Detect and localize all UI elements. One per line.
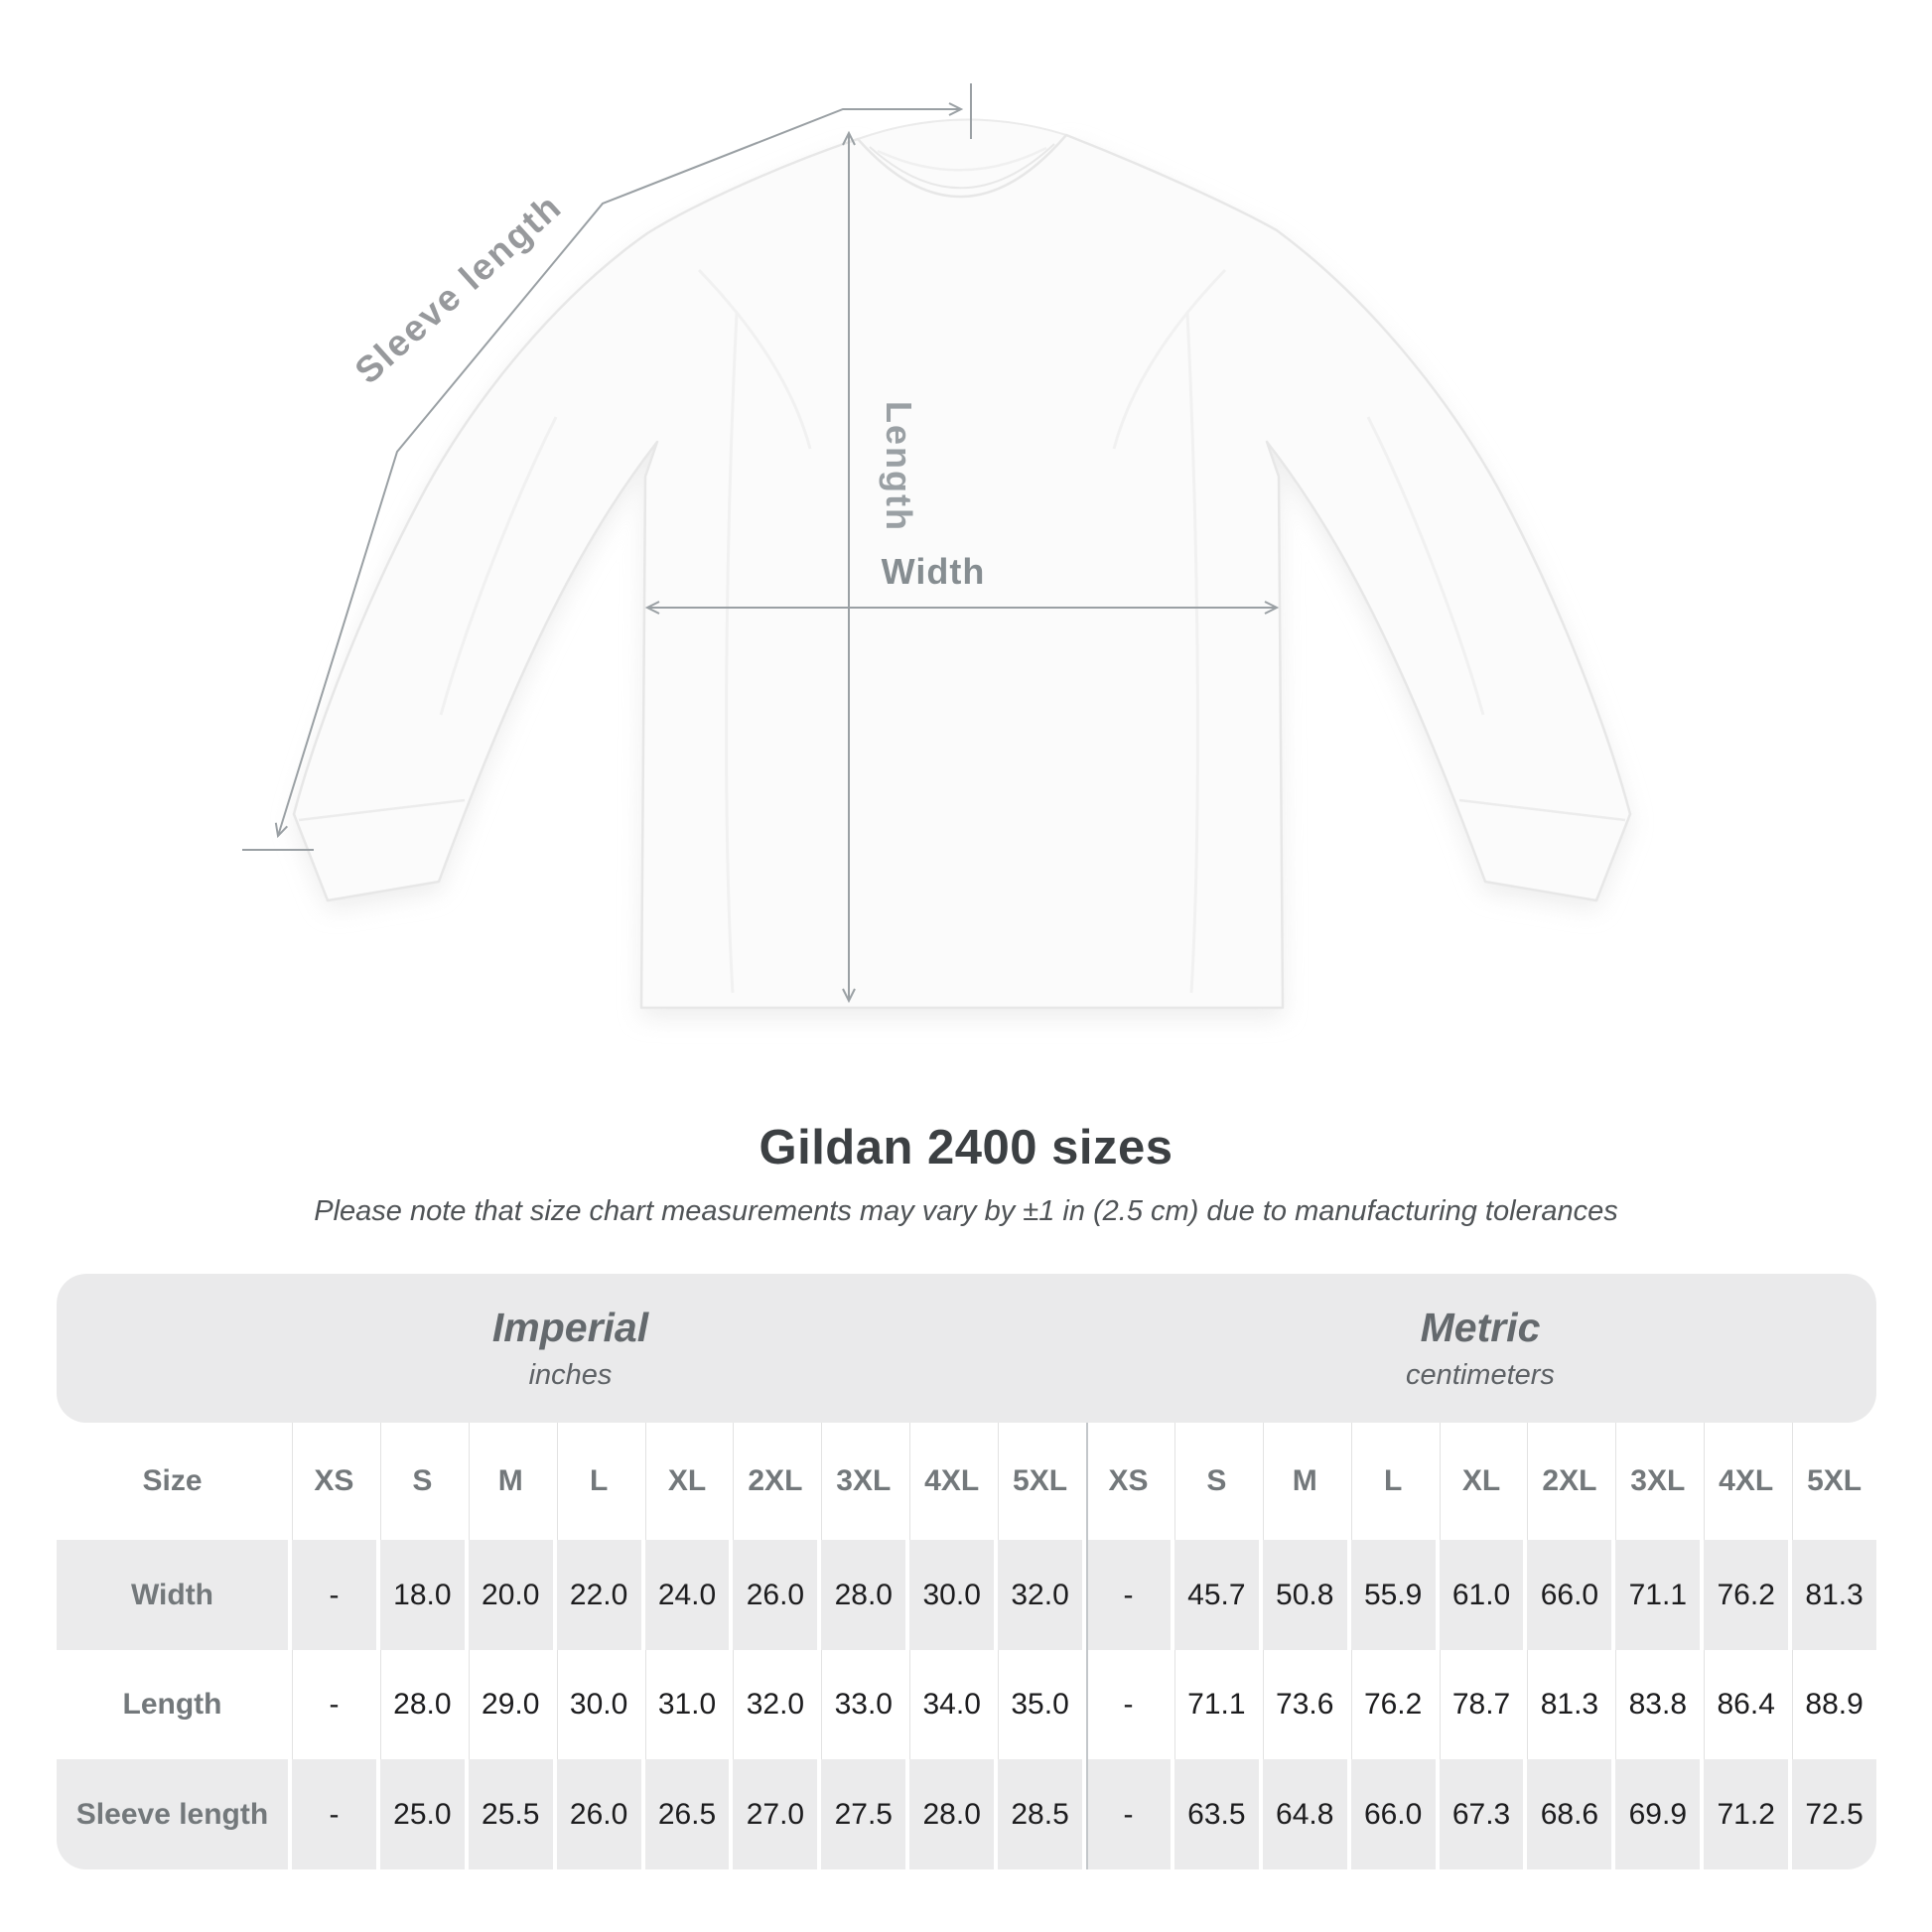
width-label: Width: [881, 551, 986, 592]
unit-group-metric: [1084, 1274, 1876, 1423]
measurement-cell: 26.0: [553, 1759, 641, 1869]
measurement-cell: 76.2: [1700, 1540, 1788, 1650]
measurement-cell: 64.8: [1259, 1759, 1347, 1869]
measurement-cell: 18.0: [376, 1540, 465, 1650]
measurement-cell: 29.0: [465, 1650, 553, 1759]
page-title: Gildan 2400 sizes: [759, 1121, 1173, 1174]
measurement-cell: -: [1082, 1650, 1171, 1759]
measurement-cell: 30.0: [905, 1540, 994, 1650]
width-row-label: Width: [130, 1578, 214, 1611]
size-col-header: 3XL: [817, 1423, 905, 1540]
unit-group-imperial: [57, 1274, 1084, 1423]
measurement-cell: -: [1082, 1540, 1171, 1650]
size-col-header: 4XL: [905, 1423, 994, 1540]
size-col-header: XL: [641, 1423, 730, 1540]
measurement-cell: 71.1: [1611, 1540, 1700, 1650]
metric-label: Metric: [1420, 1305, 1541, 1350]
measurement-cell: 24.0: [641, 1540, 730, 1650]
measurement-cell: 20.0: [465, 1540, 553, 1650]
measurement-cell: 81.3: [1788, 1540, 1876, 1650]
measurement-cell: 61.0: [1436, 1540, 1524, 1650]
size-col-header: 5XL: [1788, 1423, 1876, 1540]
measurement-cell: 88.9: [1788, 1650, 1876, 1759]
measurement-cell: 34.0: [905, 1650, 994, 1759]
measurement-cell: 81.3: [1523, 1650, 1611, 1759]
measurement-cell: -: [288, 1650, 376, 1759]
measurement-cell: 33.0: [817, 1650, 905, 1759]
imperial-label: Imperial: [491, 1305, 649, 1350]
unit-group-header: [57, 1274, 1876, 1423]
measurement-cell: 45.7: [1171, 1540, 1259, 1650]
measurement-cell: 66.0: [1347, 1759, 1436, 1869]
measurement-cell: 50.8: [1259, 1540, 1347, 1650]
size-col-header: 2XL: [1523, 1423, 1611, 1540]
measurement-cell: 26.5: [641, 1759, 730, 1869]
measurement-cell: 22.0: [553, 1540, 641, 1650]
measurement-cell: 28.5: [994, 1759, 1082, 1869]
metric-unit-label: centimeters: [1406, 1359, 1555, 1391]
size-col-header: L: [553, 1423, 641, 1540]
sleeve-length-label: Sleeve length: [346, 185, 570, 392]
measurement-cell: 25.5: [465, 1759, 553, 1869]
size-col-header: XS: [288, 1423, 376, 1540]
measurement-cell: 69.9: [1611, 1759, 1700, 1869]
measurement-cell: 73.6: [1259, 1650, 1347, 1759]
size-col-header: 4XL: [1700, 1423, 1788, 1540]
measurement-cell: 78.7: [1436, 1650, 1524, 1759]
measurement-cell: 32.0: [729, 1650, 817, 1759]
size-col-header: S: [1171, 1423, 1259, 1540]
measurement-cell: 26.0: [729, 1540, 817, 1650]
measurement-cell: 28.0: [817, 1540, 905, 1650]
measurement-cell: 27.5: [817, 1759, 905, 1869]
measurement-cell: 32.0: [994, 1540, 1082, 1650]
length-label: Length: [879, 401, 919, 532]
measurement-cell: 27.0: [729, 1759, 817, 1869]
size-row-label: Size: [142, 1464, 203, 1497]
size-col-header: 2XL: [729, 1423, 817, 1540]
measurement-cell: 76.2: [1347, 1650, 1436, 1759]
measurement-cell: 28.0: [905, 1759, 994, 1869]
measurement-cell: 35.0: [994, 1650, 1082, 1759]
measurement-cell: 68.6: [1523, 1759, 1611, 1869]
measurement-cell: 67.3: [1436, 1759, 1524, 1869]
measurement-cell: 86.4: [1700, 1650, 1788, 1759]
size-col-header: XS: [1082, 1423, 1171, 1540]
size-col-header: M: [1259, 1423, 1347, 1540]
size-col-header: M: [465, 1423, 553, 1540]
measurement-cell: -: [1082, 1759, 1171, 1869]
length-row: [57, 1650, 1876, 1759]
measurement-cell: -: [288, 1759, 376, 1869]
size-col-header: XL: [1436, 1423, 1524, 1540]
length-row-label: Length: [122, 1688, 222, 1721]
size-col-header: S: [376, 1423, 465, 1540]
measurement-cell: 30.0: [553, 1650, 641, 1759]
size-table: [57, 1274, 1876, 1869]
size-col-header: 3XL: [1611, 1423, 1700, 1540]
size-col-header: 5XL: [994, 1423, 1082, 1540]
sleeve-length-row: [57, 1759, 1876, 1869]
measurement-cell: 71.1: [1171, 1650, 1259, 1759]
measurement-cell: 28.0: [376, 1650, 465, 1759]
measurement-cell: 63.5: [1171, 1759, 1259, 1869]
measurement-cell: 83.8: [1611, 1650, 1700, 1759]
measurement-cell: 66.0: [1523, 1540, 1611, 1650]
measurement-cell: 25.0: [376, 1759, 465, 1869]
imperial-unit-label: inches: [528, 1359, 613, 1391]
sleeve-length-row-label: Sleeve length: [75, 1797, 269, 1831]
measurement-cell: 71.2: [1700, 1759, 1788, 1869]
measurement-cell: 31.0: [641, 1650, 730, 1759]
size-header-row: [57, 1423, 1876, 1540]
tolerance-note: Please note that size chart measurements may vary by ±1 in (2.5 cm) due to manufacturing tolerances: [314, 1195, 1618, 1227]
width-row: [57, 1540, 1876, 1650]
measurement-cell: -: [288, 1540, 376, 1650]
measurement-cell: 72.5: [1788, 1759, 1876, 1869]
size-col-header: L: [1347, 1423, 1436, 1540]
measurement-cell: 55.9: [1347, 1540, 1436, 1650]
